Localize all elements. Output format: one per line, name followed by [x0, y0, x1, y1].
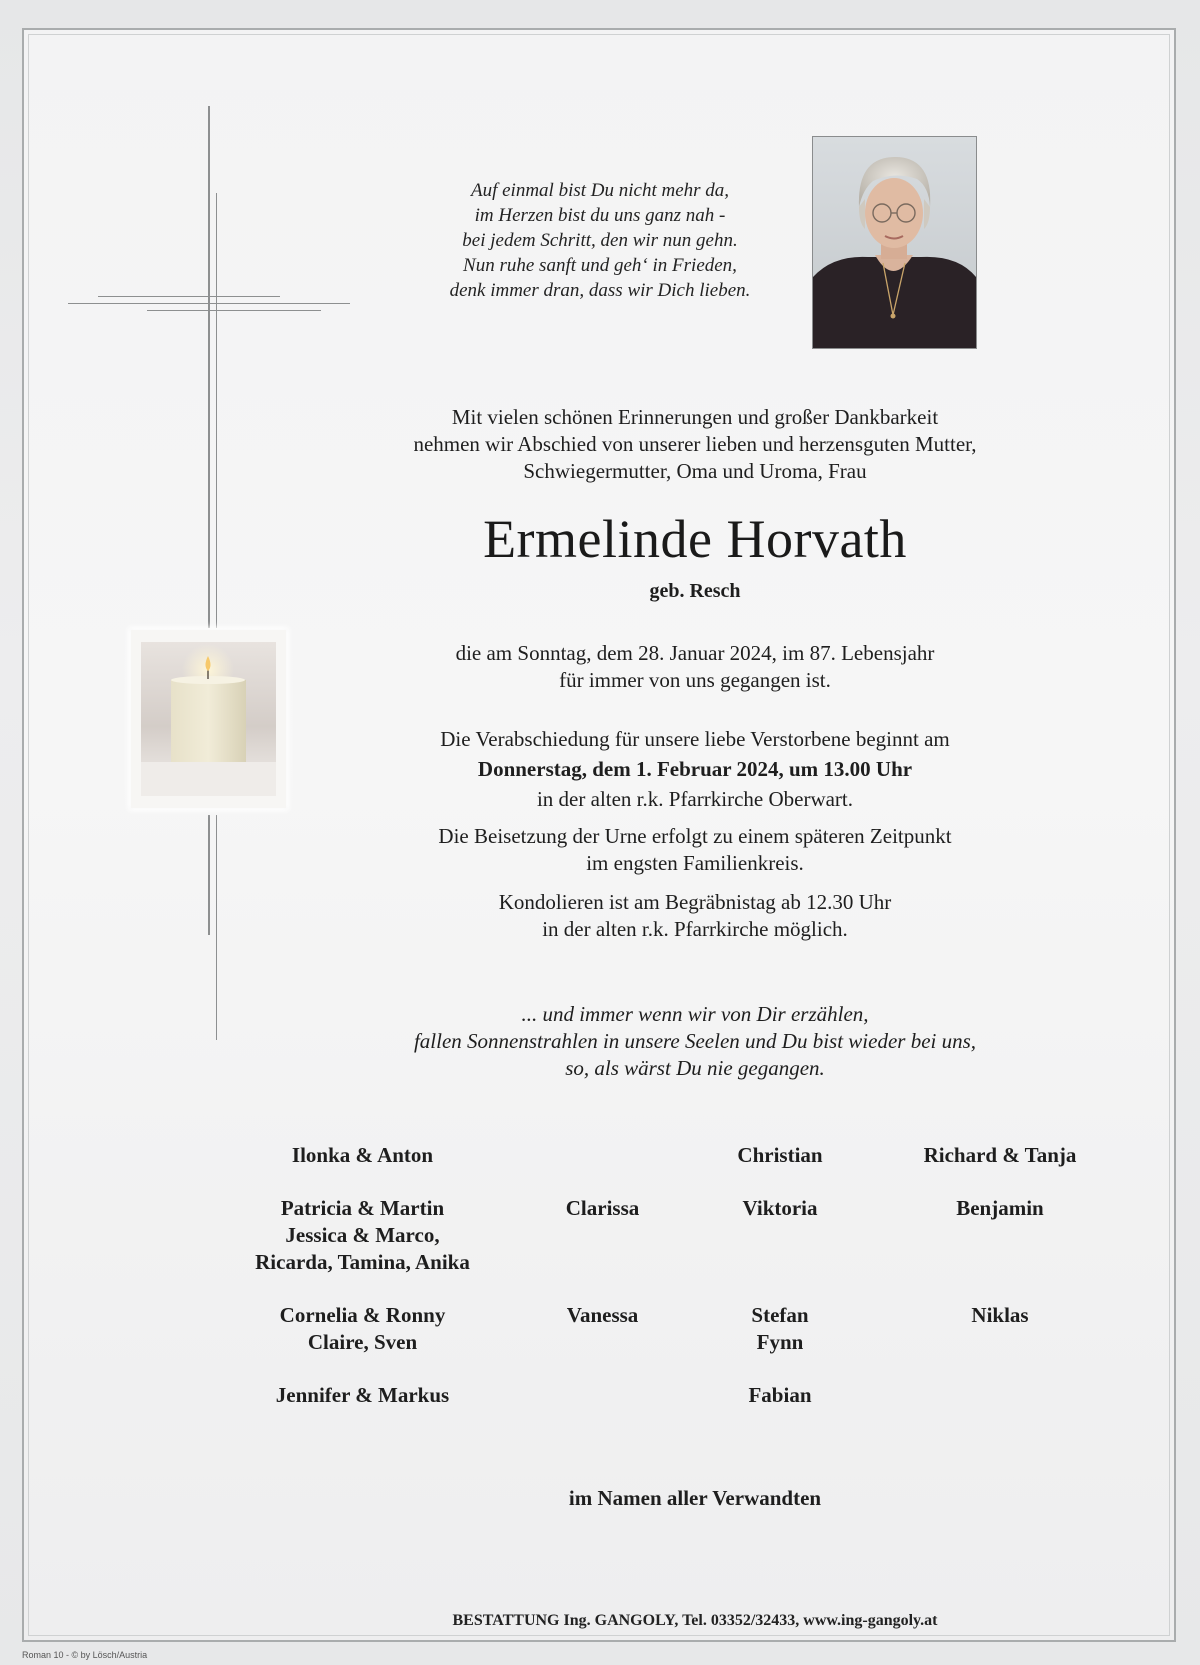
farewell-info — [330, 726, 1060, 813]
death-notice-line: die am Sonntag, dem 28. Januar 2024, im 87. Lebensjahr — [455, 641, 935, 665]
mourner-entry: Fynn — [756, 1330, 804, 1354]
intro-line: Schwiegermutter, Oma und Uroma, Frau — [523, 459, 867, 483]
intro-line: Mit vielen schönen Erinnerungen und großer Dankbarkeit — [451, 405, 939, 429]
verse-line: ... und immer wenn wir von Dir erzählen, — [521, 1002, 869, 1026]
closing-verse — [330, 1001, 1060, 1082]
intro-line: nehmen wir Abschied von unserer lieben und herzensguten Mutter, — [413, 432, 977, 456]
maiden-name: geb. Resch — [649, 580, 741, 602]
mourner-entry: Viktoria — [742, 1196, 818, 1220]
mourner-entry: Patricia & Martin — [280, 1196, 445, 1220]
burial-info — [330, 823, 1060, 877]
mourner-entry: Cornelia & Ronny — [279, 1303, 446, 1327]
mourner-entry: Stefan — [751, 1303, 809, 1327]
mourner-entry: Jessica & Marco, — [285, 1223, 440, 1247]
poem-line: im Herzen bist du uns ganz nah - — [474, 205, 726, 226]
burial-line: Die Beisetzung der Urne erfolgt zu einem späteren Zeitpunkt — [438, 824, 952, 848]
verse-line: fallen Sonnenstrahlen in unsere Seelen und Du bist wieder bei uns, — [413, 1029, 977, 1053]
mourner-entry: Jennifer & Markus — [275, 1383, 450, 1407]
funeral-home-footer: BESTATTUNG Ing. GANGOLY, Tel. 03352/32433, www.ing-gangoly.at — [452, 1612, 938, 1629]
poem — [380, 178, 820, 303]
closing-line: im Namen aller Verwandten — [568, 1486, 822, 1510]
poem-line: Auf einmal bist Du nicht mehr da, — [470, 180, 730, 201]
template-imprint: Roman 10 - © by Lösch/Austria — [22, 1650, 148, 1660]
farewell-date: Donnerstag, dem 1. Februar 2024, um 13.00 Uhr — [477, 757, 913, 781]
farewell-line: Die Verabschiedung für unsere liebe Verstorbene beginnt am — [440, 727, 950, 751]
candle-image — [131, 630, 286, 808]
poem-line: bei jedem Schritt, den wir nun gehn. — [462, 230, 738, 251]
mourner-entry: Christian — [737, 1143, 823, 1167]
mourner-entry: Clarissa — [565, 1196, 640, 1220]
mourner-entry: Fabian — [748, 1383, 812, 1407]
portrait-photo — [812, 136, 977, 349]
poem-line: denk immer dran, dass wir Dich lieben. — [449, 280, 751, 301]
burial-line: im engsten Familienkreis. — [586, 851, 804, 875]
intro-text — [330, 404, 1060, 485]
deceased-name: Ermelinde Horvath — [483, 509, 907, 569]
mourner-entry: Ilonka & Anton — [291, 1143, 434, 1167]
farewell-location: in der alten r.k. Pfarrkirche Oberwart. — [536, 787, 854, 811]
mourner-entry: Ricarda, Tamina, Anika — [255, 1250, 470, 1274]
death-notice-line: für immer von uns gegangen ist. — [559, 668, 831, 692]
condolence-line: in der alten r.k. Pfarrkirche möglich. — [542, 917, 848, 941]
mourner-entry: Vanessa — [566, 1303, 639, 1327]
condolence-info — [330, 889, 1060, 943]
verse-line: so, als wärst Du nie gegangen. — [565, 1056, 825, 1080]
death-notice — [330, 640, 1060, 694]
mourner-entry: Claire, Sven — [307, 1330, 418, 1354]
condolence-line: Kondolieren ist am Begräbnistag ab 12.30 Uhr — [498, 890, 892, 914]
mourner-entry: Benjamin — [956, 1196, 1044, 1220]
mourner-entry: Niklas — [971, 1303, 1029, 1327]
mourner-entry: Richard & Tanja — [923, 1143, 1077, 1167]
poem-line: Nun ruhe sanft und geh‘ in Frieden, — [463, 255, 737, 276]
